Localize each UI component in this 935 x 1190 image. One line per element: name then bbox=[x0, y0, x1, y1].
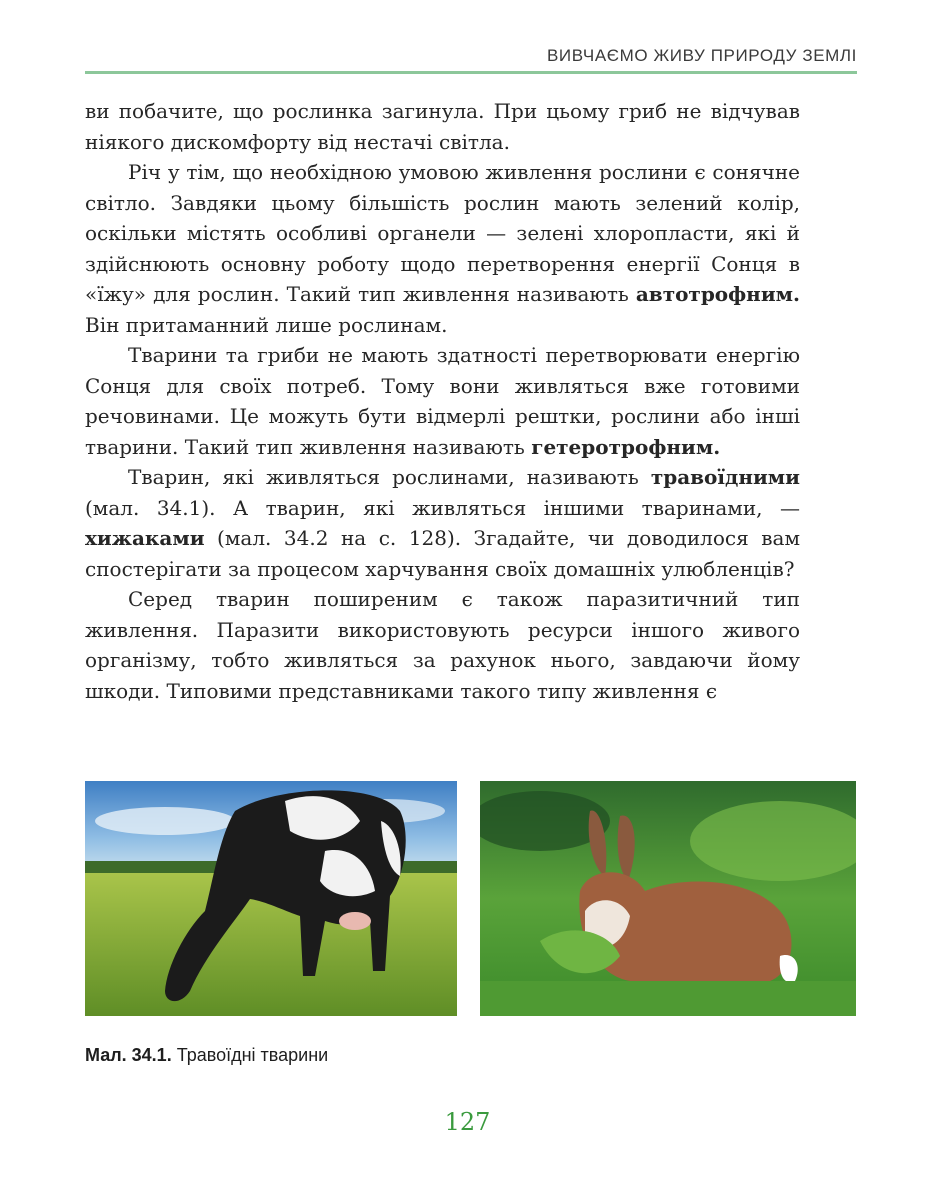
running-header bbox=[85, 44, 857, 74]
header-title: ВИВЧАЄМО ЖИВУ ПРИРОДУ ЗЕМЛІ bbox=[546, 46, 857, 65]
text-segment: Тварин, які живляться рослинами, називають bbox=[128, 465, 651, 489]
cow-photo bbox=[85, 781, 457, 1016]
text-segment: ви побачите, що рослинка загинула. При цьому гриб не відчував ніякого дискомфорту від нестачі світла. bbox=[85, 99, 800, 154]
rabbit-photo bbox=[480, 781, 856, 1016]
text-segment: (мал. 34.1). А тварин, які живляться іншими тваринами, — bbox=[85, 495, 800, 520]
term-highlight: хижаками bbox=[85, 526, 205, 550]
paragraph bbox=[85, 96, 800, 157]
caption-label: Мал. 34.1. bbox=[85, 1045, 172, 1065]
caption-text: Травоїдні тварини bbox=[171, 1045, 329, 1065]
text-segment: Річ у тім, що необхідною умовою живлення рослини є сонячне світло. Завдяки цьому більшість рослин мають зелений колір, оскільки містять особливі органели — зелені хлоропласти, які й здійснюють основну роботу щодо перетворення енергії Сонця в «їжу» для рослин. Такий тип живлення називають bbox=[85, 160, 800, 306]
term-highlight: гетеротрофним. bbox=[531, 434, 721, 459]
term-highlight: травоїдними bbox=[650, 465, 800, 489]
text-segment: (мал. 34.2 на с. 128). Згадайте, чи доводилося вам спостерігати за процесом харчування своїх домашніх улюбленців? bbox=[85, 526, 800, 581]
term-highlight: автотрофним. bbox=[635, 282, 800, 306]
header-rule bbox=[85, 71, 857, 74]
paragraph bbox=[85, 340, 800, 462]
paragraph bbox=[85, 584, 800, 706]
paragraph bbox=[85, 157, 800, 340]
text-segment: Тварини та гриби не мають здатності перетворювати енергію Сонця для своїх потреб. Тому вони живляться вже готовими речовинами. Це можуть бути відмерлі рештки, рослини або інші тварини. Такий тип живлення називають bbox=[85, 343, 800, 459]
paragraph bbox=[85, 462, 800, 584]
text-segment: Серед тварин поширеним є також паразитичний тип живлення. Паразити використовують ресурси іншого живого організму, тобто живляться за рахунок нього, завдаючи йому шкоди. Типовими представниками такого типу живлення є bbox=[85, 587, 800, 703]
page-number: 127 bbox=[444, 1108, 491, 1136]
figure-caption bbox=[85, 1045, 328, 1066]
body-text bbox=[85, 96, 800, 706]
text-segment: Він притаманний лише рослинам. bbox=[85, 312, 448, 337]
